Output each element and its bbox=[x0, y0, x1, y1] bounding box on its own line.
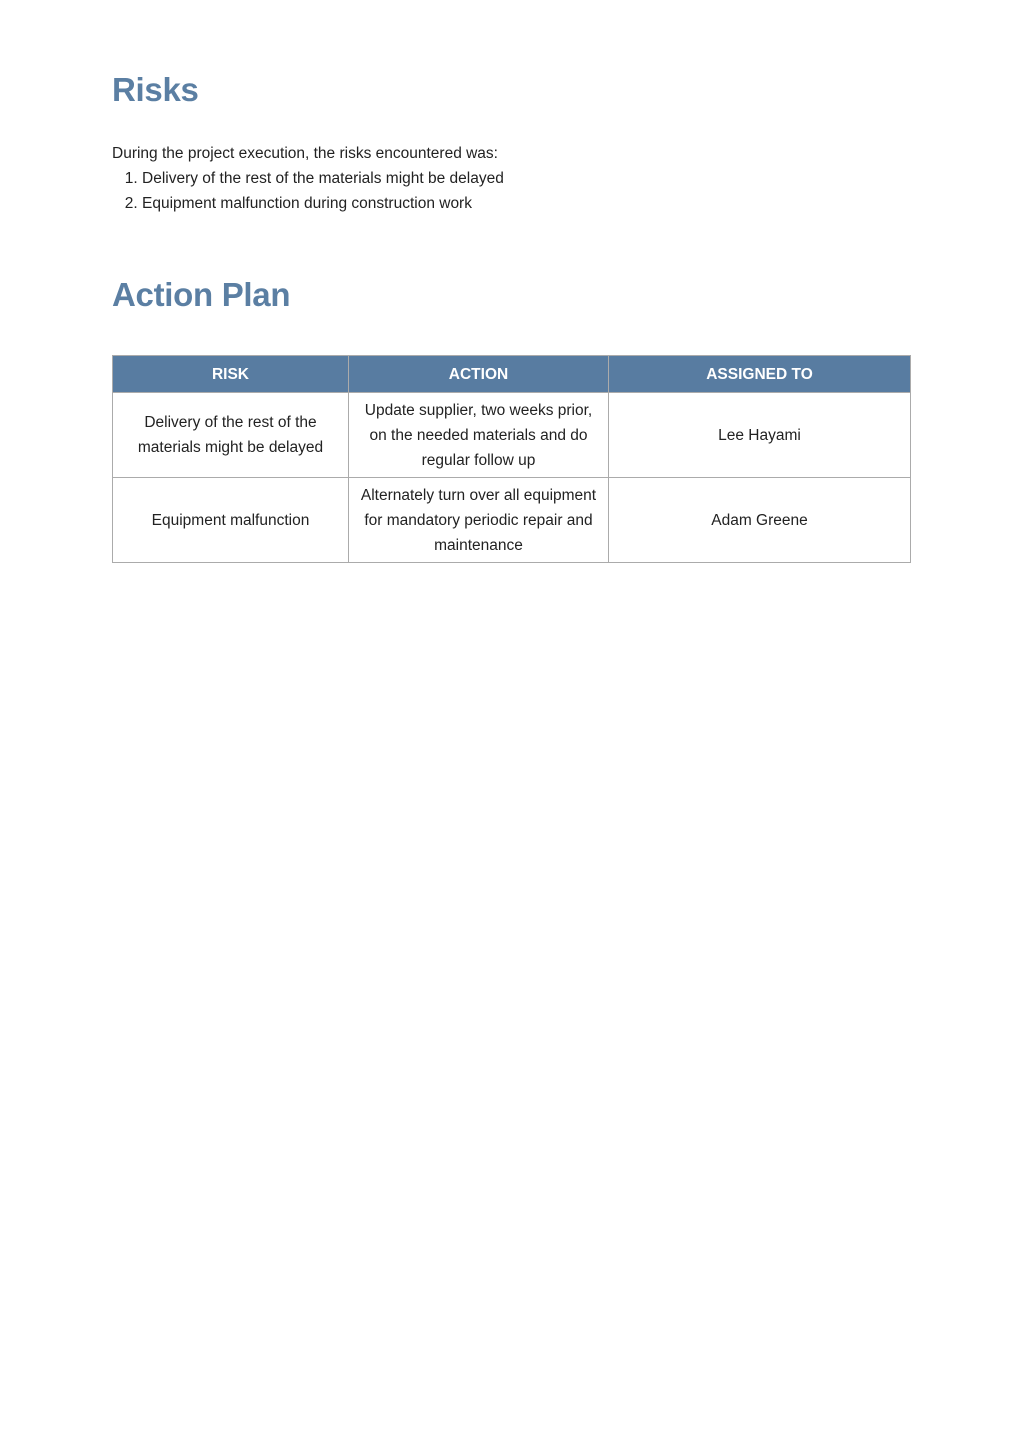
table-header-row bbox=[113, 356, 911, 393]
action-cell: Alternately turn over all equipment for mandatory periodic repair and maintenance bbox=[349, 478, 609, 563]
assigned-to-cell: Lee Hayami bbox=[609, 393, 911, 478]
risk-cell: Delivery of the rest of the materials might be delayed bbox=[113, 393, 349, 478]
risk-cell: Equipment malfunction bbox=[113, 478, 349, 563]
risks-heading: Risks bbox=[112, 71, 199, 108]
risk-list-item: 1. Delivery of the rest of the materials might be delayed bbox=[142, 166, 504, 191]
table-row bbox=[113, 393, 911, 478]
action-plan-table bbox=[112, 355, 911, 563]
risks-intro-text: During the project execution, the risks encountered was: bbox=[112, 145, 498, 162]
action-cell: Update supplier, two weeks prior, on the needed materials and do regular follow up bbox=[349, 393, 609, 478]
action-plan-heading: Action Plan bbox=[112, 276, 291, 313]
table-row bbox=[113, 478, 911, 563]
column-header-assigned-to: ASSIGNED TO bbox=[609, 356, 911, 393]
risk-list-item: 2. Equipment malfunction during construction work bbox=[142, 191, 504, 216]
column-header-risk: RISK bbox=[113, 356, 349, 393]
column-header-action: ACTION bbox=[349, 356, 609, 393]
risks-list bbox=[112, 166, 504, 216]
assigned-to-cell: Adam Greene bbox=[609, 478, 911, 563]
